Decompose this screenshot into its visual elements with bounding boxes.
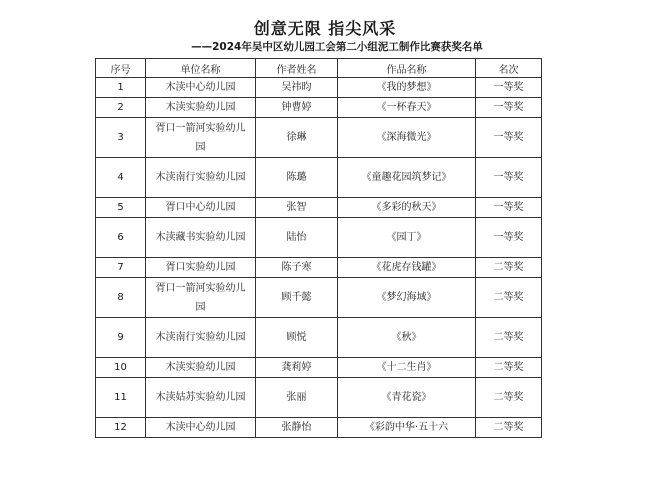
cell-no: 1 <box>96 78 146 98</box>
table-header-row <box>96 59 542 78</box>
cell-unit: 木渎实验幼儿园 <box>146 358 256 378</box>
cell-unit: 木渎中心幼儿园 <box>146 78 256 98</box>
cell-unit: 胥口一箭河实验幼儿园 <box>146 118 256 158</box>
header-author: 作者姓名 <box>256 59 338 78</box>
cell-rank: 一等奖 <box>476 98 542 118</box>
cell-rank: 一等奖 <box>476 158 542 198</box>
cell-no: 8 <box>96 278 146 318</box>
cell-author: 顾悦 <box>256 318 338 358</box>
table-row <box>96 278 542 318</box>
table-row <box>96 258 542 278</box>
cell-rank: 二等奖 <box>476 258 542 278</box>
award-table <box>95 58 542 438</box>
cell-no: 7 <box>96 258 146 278</box>
cell-unit: 胥口一箭河实验幼儿园 <box>146 278 256 318</box>
cell-work: 《深海微光》 <box>338 118 476 158</box>
cell-work: 《青花瓷》 <box>338 378 476 418</box>
cell-author: 陈璐 <box>256 158 338 198</box>
cell-author: 陆怡 <box>256 218 338 258</box>
cell-unit: 木渎藏书实验幼儿园 <box>146 218 256 258</box>
cell-work: 《我的梦想》 <box>338 78 476 98</box>
cell-rank: 二等奖 <box>476 418 542 438</box>
cell-no: 11 <box>96 378 146 418</box>
table-row <box>96 78 542 98</box>
cell-unit: 木渎姑苏实验幼儿园 <box>146 378 256 418</box>
table-row <box>96 318 542 358</box>
cell-author: 顾千懿 <box>256 278 338 318</box>
table-row <box>96 98 542 118</box>
cell-no: 3 <box>96 118 146 158</box>
cell-rank: 一等奖 <box>476 218 542 258</box>
cell-rank: 二等奖 <box>476 318 542 358</box>
header-unit: 单位名称 <box>146 59 256 78</box>
table-row <box>96 218 542 258</box>
table-row <box>96 198 542 218</box>
cell-work: 《梦幻海域》 <box>338 278 476 318</box>
cell-rank: 一等奖 <box>476 198 542 218</box>
cell-author: 张静怡 <box>256 418 338 438</box>
header-work: 作品名称 <box>338 59 476 78</box>
cell-work: 《园丁》 <box>338 218 476 258</box>
cell-rank: 二等奖 <box>476 278 542 318</box>
cell-no: 10 <box>96 358 146 378</box>
cell-author: 陈子寒 <box>256 258 338 278</box>
cell-work: 《彩韵中华·五十六 <box>338 418 476 438</box>
cell-author: 张丽 <box>256 378 338 418</box>
document-subtitle: ——2024年吴中区幼儿园工会第二小组泥工制作比赛获奖名单 <box>191 41 483 53</box>
cell-unit: 木渎南行实验幼儿园 <box>146 158 256 198</box>
table-row <box>96 418 542 438</box>
cell-unit: 胥口实验幼儿园 <box>146 258 256 278</box>
cell-no: 12 <box>96 418 146 438</box>
cell-author: 张智 <box>256 198 338 218</box>
cell-rank: 一等奖 <box>476 78 542 98</box>
header-rank: 名次 <box>476 59 542 78</box>
cell-rank: 二等奖 <box>476 358 542 378</box>
cell-no: 9 <box>96 318 146 358</box>
table-row <box>96 118 542 158</box>
cell-rank: 二等奖 <box>476 378 542 418</box>
table-row <box>96 358 542 378</box>
cell-work: 《十二生肖》 <box>338 358 476 378</box>
cell-unit: 木渎南行实验幼儿园 <box>146 318 256 358</box>
cell-no: 2 <box>96 98 146 118</box>
table-body <box>96 78 542 438</box>
cell-author: 徐琳 <box>256 118 338 158</box>
cell-work: 《秋》 <box>338 318 476 358</box>
cell-rank: 一等奖 <box>476 118 542 158</box>
table-row <box>96 158 542 198</box>
document-title: 创意无限 指尖风采 <box>253 19 397 38</box>
cell-author: 钟曹婷 <box>256 98 338 118</box>
cell-author: 龚莉婷 <box>256 358 338 378</box>
cell-unit: 木渎实验幼儿园 <box>146 98 256 118</box>
table-row <box>96 378 542 418</box>
cell-no: 5 <box>96 198 146 218</box>
cell-work: 《童趣花园筑梦记》 <box>338 158 476 198</box>
cell-unit: 木渎中心幼儿园 <box>146 418 256 438</box>
cell-work: 《花虎存钱罐》 <box>338 258 476 278</box>
cell-no: 4 <box>96 158 146 198</box>
cell-work: 《一杯春天》 <box>338 98 476 118</box>
cell-no: 6 <box>96 218 146 258</box>
cell-unit: 胥口中心幼儿园 <box>146 198 256 218</box>
header-no: 序号 <box>96 59 146 78</box>
cell-author: 吴祎昀 <box>256 78 338 98</box>
cell-work: 《多彩的秋天》 <box>338 198 476 218</box>
